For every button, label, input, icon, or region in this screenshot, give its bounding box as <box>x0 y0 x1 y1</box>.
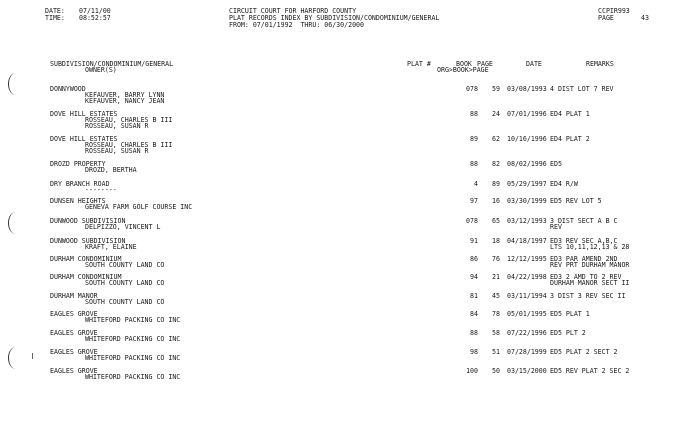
owner-name: SOUTH COUNTY LAND CO <box>85 261 165 269</box>
page-number: 62 <box>492 135 500 143</box>
owner-name: KRAFT, ELAINE <box>85 243 137 251</box>
report-id: CCPIR993 <box>598 7 630 15</box>
col-subdivision: SUBDIVISION/CONDOMINIUM/GENERAL <box>50 60 174 68</box>
remarks-text: ED4 PLAT 2 <box>550 135 590 143</box>
owner-name: SOUTH COUNTY LAND CO <box>85 298 165 306</box>
remarks-text: ED5 PLAT 2 SECT 2 <box>550 348 618 356</box>
col-book: BOOK <box>456 60 472 68</box>
subdivision-name: DUNWOOD SUBDIVISION <box>50 217 126 225</box>
record-date: 10/16/1996 <box>507 135 547 143</box>
col-date: DATE <box>526 60 542 68</box>
page-number: 58 <box>492 329 500 337</box>
page-number: 16 <box>492 197 500 205</box>
date-value: 07/11/00 <box>79 7 111 15</box>
book-number: 86 <box>470 255 478 263</box>
page-number: 82 <box>492 160 500 168</box>
col-plat: PLAT # <box>407 60 431 68</box>
time-label: TIME: <box>45 14 65 22</box>
court-name: CIRCUIT COURT FOR HARFORD COUNTY <box>229 7 357 15</box>
owner-name: DELPIZZO, VINCENT L <box>85 223 161 231</box>
org-book: 0 <box>466 217 470 225</box>
subdivision-name: DOVE HILL ESTATES <box>50 110 118 118</box>
book-number: 88 <box>470 329 478 337</box>
owner-name: DROZD, BERTHA <box>85 166 137 174</box>
binder-hole-mark <box>8 347 23 369</box>
subdivision-name: EAGLES GROVE <box>50 329 98 337</box>
subdivision-name: DUNSEN HEIGHTS <box>50 197 106 205</box>
remarks-text: ED5 PLT 2 <box>550 329 586 337</box>
record-date: 03/12/1993 <box>507 217 547 225</box>
subdivision-name: EAGLES GROVE <box>50 310 98 318</box>
remarks-text: ED5 PLAT 1 <box>550 310 590 318</box>
owner-name: WHITEFORD PACKING CO INC <box>85 373 181 381</box>
subdivision-name: DOVE HILL ESTATES <box>50 135 118 143</box>
record-date: 03/08/1993 <box>507 85 547 93</box>
owner-name: WHITEFORD PACKING CO INC <box>85 316 181 324</box>
book-number: 98 <box>470 348 478 356</box>
owner-name: WHITEFORD PACKING CO INC <box>85 335 181 343</box>
record-date: 07/01/1996 <box>507 110 547 118</box>
subdivision-name: DURHAM CONDOMINIUM <box>50 255 122 263</box>
record-date: 04/22/1998 <box>507 273 547 281</box>
binder-hole-mark <box>8 73 23 95</box>
subdivision-name: DONNYWOOD <box>50 85 86 93</box>
book-number: 97 <box>470 197 478 205</box>
record-date: 05/29/1997 <box>507 180 547 188</box>
page-number: 78 <box>492 310 500 318</box>
owner-name: WHITEFORD PACKING CO INC <box>85 354 181 362</box>
col-owners: OWNER(S) <box>85 66 117 74</box>
record-date: 08/02/1996 <box>507 160 547 168</box>
remarks-text: ED5 <box>550 160 562 168</box>
book-number: 78 <box>470 85 478 93</box>
col-remarks: REMARKS <box>586 60 614 68</box>
report-title: PLAT RECORDS INDEX BY SUBDIVISION/CONDOMINIUM/GENERAL <box>229 14 440 22</box>
subdivision-name: DRY BRANCH ROAD <box>50 180 110 188</box>
page-number: 65 <box>492 217 500 225</box>
page-number: 24 <box>492 110 500 118</box>
remarks-text: ED3 PAR AMEND 2ND <box>550 255 618 263</box>
owner-name: ROSSEAU, SUSAN R <box>85 147 149 155</box>
page-number: 50 <box>492 367 500 375</box>
subdivision-name: DROZD PROPERTY <box>50 160 106 168</box>
remarks-text: ED3 2 AMD TO 2 REV <box>550 273 622 281</box>
owner-name: KEFAUVER, BARRY LYNN <box>85 91 165 99</box>
book-number: 100 <box>466 367 478 375</box>
page-label: PAGE <box>598 14 614 22</box>
remarks-text: ED5 REV LOT 5 <box>550 197 602 205</box>
owner-name: ROSSEAU, SUSAN R <box>85 122 149 130</box>
remarks-text: REV PRT DURHAM MANOR <box>550 261 630 269</box>
book-number: 81 <box>470 292 478 300</box>
owner-name: ROSSEAU, CHARLES B III <box>85 116 173 124</box>
remarks-text: LTS 10,11,12,13 & 28 <box>550 243 630 251</box>
binder-hole-mark <box>8 212 23 234</box>
book-number: 84 <box>470 310 478 318</box>
book-number: 4 <box>474 180 478 188</box>
page-number: 89 <box>492 180 500 188</box>
remarks-text: ED4 PLAT 1 <box>550 110 590 118</box>
page-number: 51 <box>492 348 500 356</box>
remarks-text: ED3 REV SEC A,B,C <box>550 237 618 245</box>
remarks-text: 3 DIST 3 REV SEC II <box>550 292 626 300</box>
remarks-text: ED4 R/W <box>550 180 578 188</box>
book-number: 91 <box>470 237 478 245</box>
subdivision-name: DURHAM MANOR <box>50 292 98 300</box>
page-number: 18 <box>492 237 500 245</box>
subdivision-name: EAGLES GROVE <box>50 367 98 375</box>
subdivision-name: DUNWOOD SUBDIVISION <box>50 237 126 245</box>
scan-mark <box>32 353 33 359</box>
remarks-text: 3 DIST SECT A B C <box>550 217 618 225</box>
record-date: 07/28/1999 <box>507 348 547 356</box>
owner-name: ROSSEAU, CHARLES B III <box>85 141 173 149</box>
book-number: 78 <box>470 217 478 225</box>
book-number: 88 <box>470 110 478 118</box>
record-date: 03/30/1999 <box>507 197 547 205</box>
page-number: 76 <box>492 255 500 263</box>
record-date: 05/01/1995 <box>507 310 547 318</box>
book-number: 94 <box>470 273 478 281</box>
date-label: DATE: <box>45 7 65 15</box>
date-range: FROM: 07/01/1992 THRU: 06/30/2000 <box>229 21 364 29</box>
remarks-text: REV <box>550 223 562 231</box>
record-date: 04/18/1997 <box>507 237 547 245</box>
subdivision-name: DURHAM CONDOMINIUM <box>50 273 122 281</box>
book-number: 88 <box>470 160 478 168</box>
org-book: 0 <box>466 85 470 93</box>
record-date: 03/11/1994 <box>507 292 547 300</box>
remarks-text: 4 DIST LOT 7 REV <box>550 85 614 93</box>
page-number: 45 <box>492 292 500 300</box>
record-date: 07/22/1996 <box>507 329 547 337</box>
owner-name: -------- <box>85 186 117 194</box>
record-date: 12/12/1995 <box>507 255 547 263</box>
owner-name: KEFAUVER, NANCY JEAN <box>85 97 165 105</box>
page-number: 21 <box>492 273 500 281</box>
owner-name: GENEVA FARM GOLF COURSE INC <box>85 203 193 211</box>
remarks-text: ED5 REV PLAT 2 SEC 2 <box>550 367 630 375</box>
page-number: 59 <box>492 85 500 93</box>
remarks-text: DURHAM MANOR SECT II <box>550 279 630 287</box>
time-value: 08:52:57 <box>79 14 111 22</box>
page-number: 43 <box>641 14 649 22</box>
col-org: ORG>BOOK>PAGE <box>437 66 489 74</box>
subdivision-name: EAGLES GROVE <box>50 348 98 356</box>
owner-name: SOUTH COUNTY LAND CO <box>85 279 165 287</box>
record-date: 03/15/2000 <box>507 367 547 375</box>
col-page: PAGE <box>477 60 493 68</box>
book-number: 89 <box>470 135 478 143</box>
